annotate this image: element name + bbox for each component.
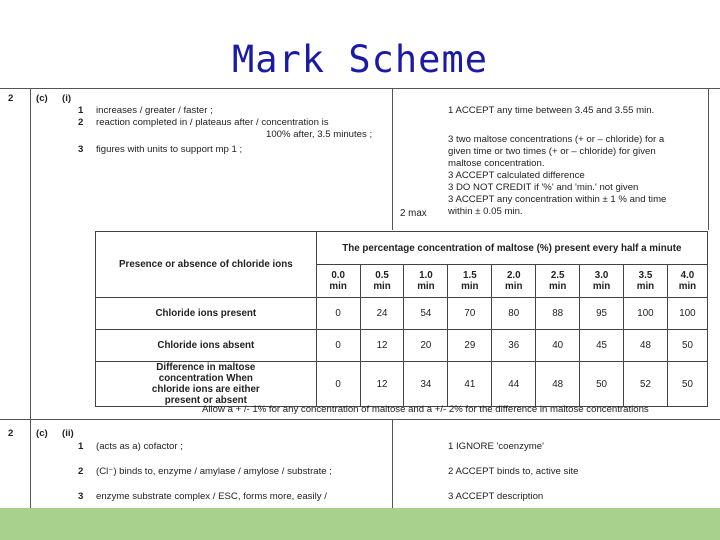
question-number-ii: 2 [8,428,14,439]
time-header: 2.0 min [492,265,536,298]
guidance-line: 3 DO NOT CREDIT if '%' and 'min.' not given [448,182,639,193]
table-cell: 36 [492,330,536,362]
time-header: 3.5 min [624,265,668,298]
answer-number: 2 [78,117,84,128]
roman-i: (i) [62,93,72,104]
answer-number: 3 [78,144,84,155]
guidance-line: 3 ACCEPT calculated difference [448,170,585,181]
table-cell: 48 [536,362,580,407]
row-header-cell: Presence or absence of chloride ions [96,232,317,298]
table-cell: 70 [448,298,492,330]
time-header: 3.0 min [580,265,624,298]
table-cell: 24 [360,298,404,330]
table-row [96,330,708,362]
answer-text: enzyme substrate complex / ESC, forms more, easily / [96,491,327,502]
answer-number: 2 [78,466,84,477]
footer-bar [0,508,720,540]
table-cell: 44 [492,362,536,407]
table-cell: 12 [360,330,404,362]
time-header: 2.5 min [536,265,580,298]
question-number-i: 2 [8,93,14,104]
time-header: 1.5 min [448,265,492,298]
table-cell: 40 [536,330,580,362]
table-cell: 52 [624,362,668,407]
answer-guidance-divider-ii [392,419,393,508]
table-cell: 45 [580,330,624,362]
table-cell: 0 [316,298,360,330]
left-column-divider [30,88,31,508]
guidance-line: 3 ACCEPT any concentration within ± 1 % and time [448,194,667,205]
table-cell: 41 [448,362,492,407]
guidance-line: 2 ACCEPT binds to, active site [448,466,579,477]
answer-text: (Cl⁻) binds to, enzyme / amylase / amylose / substrate ; [96,466,332,477]
answer-text-continued: 100% after, 3.5 minutes ; [266,129,373,140]
guidance-line: maltose concentration. [448,158,545,169]
table-cell: 50 [580,362,624,407]
sub-part-i: (c) [36,93,48,104]
guidance-line: 1 IGNORE 'coenzyme' [448,441,544,452]
row-label: Difference in maltose concentration When chloride ions are either present or absent [96,362,317,407]
answer-number: 3 [78,491,84,502]
time-header: 4.0 min [667,265,707,298]
table-row [96,298,708,330]
row-label: Chloride ions present [96,298,317,330]
roman-ii: (ii) [62,428,74,439]
answer-guidance-divider [392,88,393,230]
answer-text: reaction completed in / plateaus after / concentration is [96,117,329,128]
sub-part-ii: (c) [36,428,48,439]
table-cell: 29 [448,330,492,362]
guidance-line: 1 ACCEPT any time between 3.45 and 3.55 min. [448,105,655,116]
answer-text: increases / greater / faster ; [96,105,213,116]
table-row [96,362,708,407]
page-title: Mark Scheme [231,38,489,81]
time-header: 0.5 min [360,265,404,298]
answer-number: 1 [78,441,84,452]
table-cell: 80 [492,298,536,330]
answer-text: (acts as a) cofactor ; [96,441,183,452]
tolerance-note: Allow a + /- 1% for any concentration of maltose and a +/- 2% for the difference in maltose concentrations [202,404,649,415]
table-cell: 20 [404,330,448,362]
guidance-line: 3 ACCEPT description [448,491,544,502]
table-cell: 48 [624,330,668,362]
table-cell: 88 [536,298,580,330]
time-header: 1.0 min [404,265,448,298]
top-rule [0,88,720,89]
answer-text: figures with units to support mp 1 ; [96,144,243,155]
table-cell: 54 [404,298,448,330]
table-cell: 12 [360,362,404,407]
guidance-line: within ± 0.05 min. [448,206,523,217]
max-marks: 2 max [400,208,427,219]
table-cell: 0 [316,362,360,407]
table-cell: 50 [667,330,707,362]
section-rule [0,419,720,420]
answer-number: 1 [78,105,84,116]
table-cell: 100 [624,298,668,330]
column-header-cell: The percentage concentration of maltose (%) present every half a minute [316,232,707,265]
table-cell: 100 [667,298,707,330]
guidance-right-border [708,88,709,230]
table-cell: 0 [316,330,360,362]
maltose-table [95,231,708,407]
table-cell: 50 [667,362,707,407]
table-cell: 34 [404,362,448,407]
row-label: Chloride ions absent [96,330,317,362]
table-cell: 95 [580,298,624,330]
guidance-line: given time or two times (+ or – chloride) for given [448,146,656,157]
time-header: 0.0 min [316,265,360,298]
guidance-line: 3 two maltose concentrations (+ or – chloride) for a [448,134,665,145]
